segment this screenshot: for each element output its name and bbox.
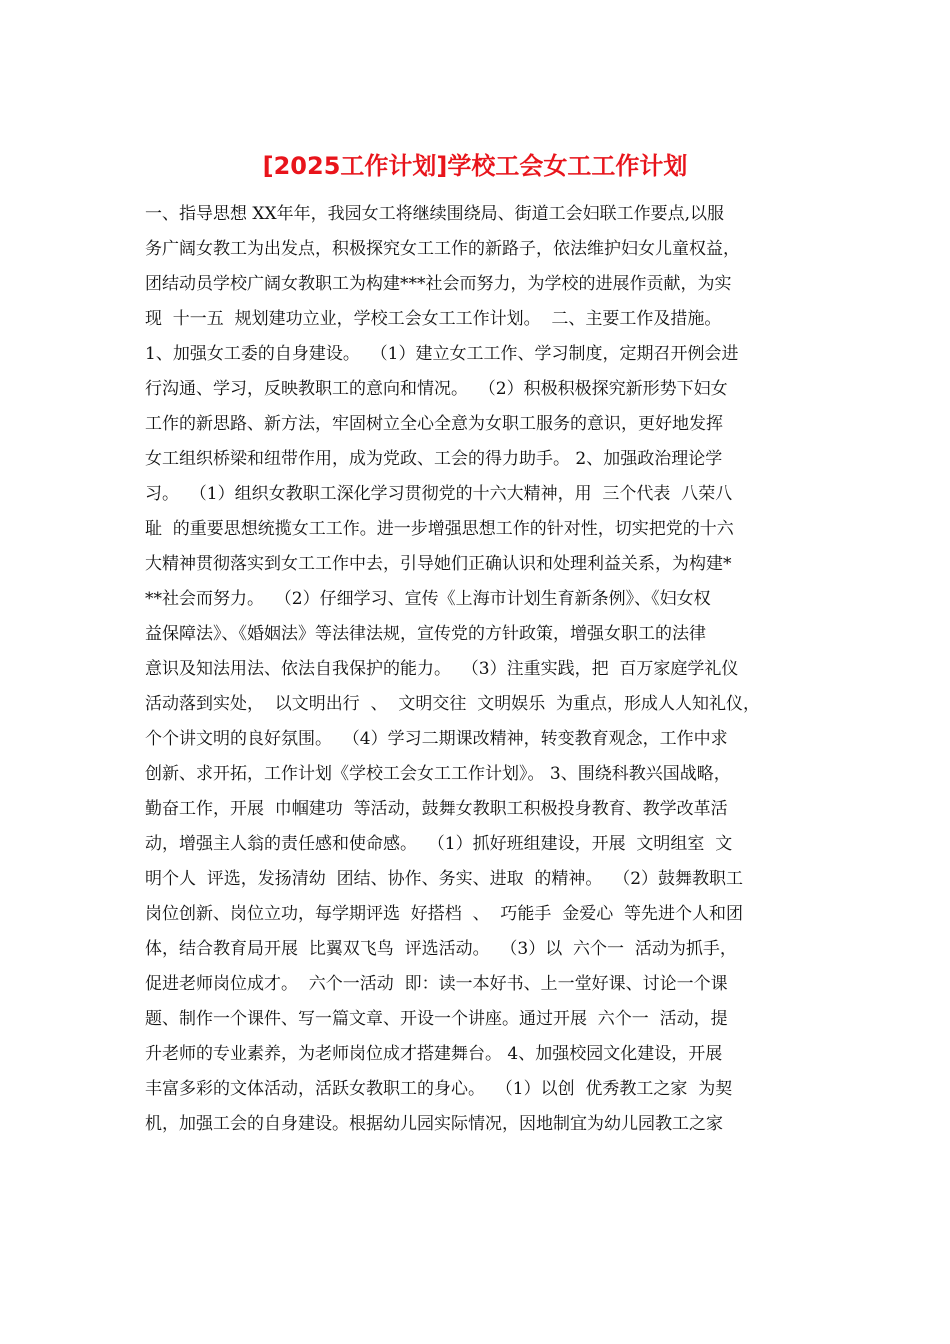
- body-line: 务广阔女教工为出发点，积极探究女工工作的新路子，依法维护妇女儿童权益，: [145, 239, 740, 259]
- body-line: 行沟通、学习，反映教职工的意向和情况。 （2）积极积极探究新形势下妇女: [145, 379, 728, 399]
- body-line: 明个人 评选，发扬清幼 团结、协作、务实、进取 的精神。 （2）鼓舞教职工: [145, 869, 744, 889]
- document-title: [2025工作计划]学校工会女工工作计划: [262, 152, 688, 180]
- body-line: 促进老师岗位成才。 六个一活动 即：读一本好书、上一堂好课、讨论一个课: [145, 974, 728, 994]
- body-line: 勤奋工作，开展 巾帼建功 等活动，鼓舞女教职工积极投身教育、教学改革活: [145, 799, 728, 819]
- body-line: 动，增强主人翁的责任感和使命感。 （1）抓好班组建设，开展 文明组室 文: [145, 834, 733, 854]
- body-line: 创新、求开拓，工作计划《学校工会女工工作计划》。 3、围绕科教兴国战略，: [145, 764, 731, 784]
- body-line: 体，结合教育局开展 比翼双飞鸟 评选活动。 （3）以 六个一 活动为抓手，: [145, 939, 737, 959]
- document-body: [145, 197, 825, 1142]
- body-line: 耻 的重要思想统揽女工工作。进一步增强思想工作的针对性，切实把党的十六: [145, 519, 734, 539]
- body-line: 工作的新思路、新方法，牢固树立全心全意为女职工服务的意识，更好地发挥: [145, 414, 723, 434]
- body-line: 团结动员学校广阔女教职工为构建***社会而努力，为学校的进展作贡献，为实: [145, 274, 732, 294]
- body-line: 习。 （1）组织女教职工深化学习贯彻党的十六大精神，用 三个代表 八荣八: [145, 484, 733, 504]
- body-line: 升老师的专业素养，为老师岗位成才搭建舞台。 4、加强校园文化建设，开展: [145, 1044, 723, 1064]
- body-line: 大精神贯彻落实到女工工作中去，引导她们正确认识和处理利益关系，为构建*: [145, 554, 732, 574]
- body-line: 个个讲文明的良好氛围。 （4）学习二期课改精神，转变教育观念，工作中求: [145, 729, 728, 749]
- body-line: 女工组织桥梁和纽带作用，成为党政、工会的得力助手。 2、加强政治理论学: [145, 449, 723, 469]
- body-line: 机，加强工会的自身建设。根据幼儿园实际情况，因地制宜为幼儿园教工之家: [145, 1114, 723, 1134]
- body-line: 题、制作一个课件、写一篇文章、开设一个讲座。通过开展 六个一 活动，提: [145, 1009, 728, 1029]
- body-line: 岗位创新、岗位立功，每学期评选 好搭档 、 巧能手 金爱心 等先进个人和团: [145, 904, 744, 924]
- body-line: 现 十一五 规划建功立业，学校工会女工工作计划。 二、主要工作及措施。: [145, 309, 722, 329]
- body-line: **社会而努力。 （2）仔细学习、宣传《上海市计划生育新条例》、《妇女权: [145, 589, 711, 609]
- body-line: 意识及知法用法、依法自我保护的能力。 （3）注重实践，把 百万家庭学礼仪: [145, 659, 739, 679]
- body-line: 一、指导思想 XX年年，我园女工将继续围绕局、街道工会妇联工作要点,以服: [145, 204, 725, 224]
- body-line: 1、加强女工委的自身建设。 （1）建立女工工作、学习制度，定期召开例会进: [145, 344, 739, 364]
- body-line: 活动落到实处， 以文明出行 、 文明交往 文明娱乐 为重点，形成人人知礼仪，: [145, 694, 761, 714]
- body-line: 丰富多彩的文体活动，活跃女教职工的身心。 （1）以创 优秀教工之家 为契: [145, 1079, 733, 1099]
- body-line: 益保障法》、《婚姻法》等法律法规，宣传党的方针政策，增强女职工的法律: [145, 624, 706, 644]
